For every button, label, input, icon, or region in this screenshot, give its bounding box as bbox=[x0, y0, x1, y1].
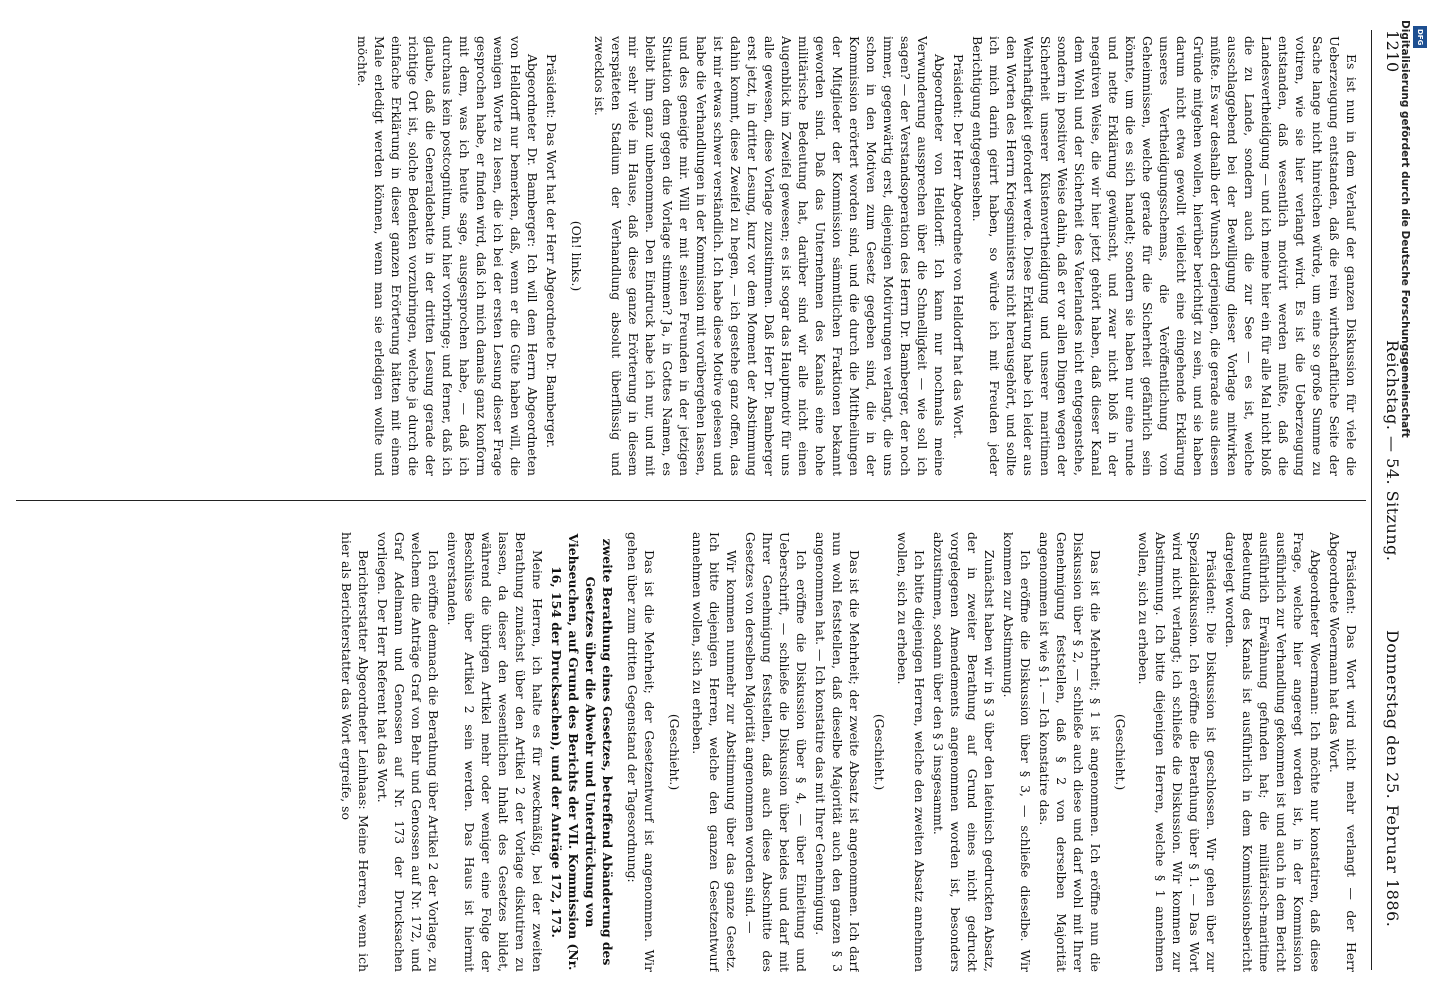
paragraph: Ich bitte diejenigen Herren, welche den zweiten Absatz annehmen wollen, sich zu erheben. bbox=[895, 532, 927, 972]
column-divider bbox=[16, 500, 1366, 501]
paragraph: Meine Herren, ich halte es für zweckmäßig, bei der zweiten Berathung zunächst über den Artikel 2 der Vorlage diskutiren zu lassen, da dieser den wesentlichen Inhalt des Gesetzes bildet, während die übrigen Artikel mehr oder weniger eine Folge der Beschlüsse über Artikel 2 sein werden. Das Haus ist hiermit einverstanden. bbox=[445, 532, 545, 972]
paragraph: Präsident: Der Herr Abgeordnete von Helldorff hat das Wort. bbox=[951, 54, 966, 439]
paragraph: Berichterstatter Abgeordneter Leinhaas: Meine Herren, wenn ich hier als Berichterstatter das Wort ergreife, so bbox=[339, 532, 371, 972]
digitization-credit-text: Digitalisierung gefördert durch die Deutsche Forschungsgemeinschaft bbox=[1399, 20, 1411, 438]
header-divider bbox=[1371, 30, 1372, 970]
paragraph: Ich eröffne die Diskussion über § 3, — schließe dieselbe. Wir kommen zur Abstimmung. bbox=[1001, 532, 1033, 972]
agenda-heading: zweite Berathung eines Gesetzes, betreffend Abänderung des Gesetzes über die Abwehr und Unterdrückung von Viehseuchen, auf Grund des Berichts der VII. Kommission (Nr. 16, 154 der Drucksachen), und der Anträge 172, 173. bbox=[549, 533, 615, 971]
dfg-logo-badge: DFG bbox=[1413, 26, 1427, 48]
paragraph: Präsident: Das Wort hat der Herr Abgeordnete Dr. Bamberger. bbox=[544, 54, 559, 449]
paragraph: Das ist die Mehrheit; der zweite Absatz ist angenommen. Ich darf nun wohl feststellen, daß dieselbe Majorität auch den ganzen § 3 angenommen hat. — Ich konstatire das mit Ihrer Genehmigung. bbox=[813, 532, 862, 972]
paragraph: Es ist nun in dem Verlauf der ganzen Diskussion für viele die Ueberzeugung entstanden, daß die rein wirthschaftliche Seite der Sache lange nicht hinreichen würde, um eine so große Summe zu votiren, wie sie hier verlangt wird. Es ist die Ueberzeugung entstanden, daß wesentlich motivirt werden müßte, daß die Landesvertheidigung — und ich meine hier ein für alle Mal nicht bloß die zu Lande, sondern auch die zur See — es ist, welche ausschlaggebend bei der Bewilligung dieser Vorlage mitwirken müßte. Es war deshalb der Wunsch derjenigen, die gerade aus diesen Gründe mitgehen wollen, hierüber berichtigt zu sein, und sie haben darum nicht etwa gewollt vielleicht eine eingehende Erklärung unseres Vertheidigungsschemas, die Veröffentlichung von Geheimnissen, welche gerade für die Sicherheit gefährlich sein könnte, um die es sich handelt; sondern sie haben nur eine runde und nette Erklärung gewünscht, und zwar nicht bloß in der negativen Weise, die wir hier jetzt gehört haben, daß dieser Kanal dem Wohl und der Sicherheit des Vaterlandes nicht entgegenstehe, sondern in positiver Weise dahin, daß er vor allen Dingen wegen der Sicherheit unserer Küstenvertheidigung und unserer maritimen Wehrhaftigkeit gefordert werde. Diese Erklärung habe ich leider aus den Worten des Herrn Kriegsministers nicht herausgehört, und sollte ich mich darin geirrt haben, so würde ich mit Freuden jeder Berichtigung entgegensehen. bbox=[970, 36, 1359, 476]
paragraph: Das ist die Mehrheit; der Gesetzentwurf ist angenommen. Wir gehen über zum dritten Gegenstand der Tagesordnung: bbox=[625, 532, 657, 972]
paragraph: Abgeordneter Dr. Bamberger: Ich will dem Herrn Abgeordneten von Helldorff nur bemerken, daß, wenn er die Güte haben will, die wenigen Worte zu lesen, die ich bei der ersten Lesung dieser Frage gesprochen habe, er finden wird, daß ich mich damals ganz konform mit dem, was ich heute sage, ausgesprochen habe, — daß ich durchaus kein postcognitum, und hier vorbringe; und ferner, daß ich glaube, daß die Generaldebatte in der dritten Lesung gerade der richtige Ort ist, solche Bedenken vorzubringen, welche ja durch die einfache Erklärung in dieser ganzen Erörterung hätten mit einem Male erledigt werden können, wenn man sie erledigen wollte und möchte. bbox=[355, 36, 540, 476]
paragraph: Ich eröffne die Diskussion über § 4, — über Einleitung und Ueberschrift, — schließe die Diskussion über beides und darf mit Ihrer Genehmigung feststellen, daß auch diese Abschnitte des Gesetzes von derselben Majorität angenommen worden sind. — bbox=[743, 532, 809, 972]
paragraph: Abgeordneter von Helldorff: Ich kann nur nochmals meine Verwunderung aussprechen über die Schnelligkeit — wie soll ich sagen? — der Verstandsoperation des Herrn Dr. Bamberger, der noch immer, gegenwärtig erst, diejenigen Motivirungen verlangt, die uns schon in den Motiven zum Gesetz gegeben sind, die in der Kommission erörtert worden sind, und die durch die Mittheilungen der Mitglieder der Kommission sämmtlichen Fraktionen bekannt geworden sind. Daß das Unternehmen des Kanals eine hohe militärische Bedeutung hat, darüber sind wir alle nicht einen Augenblick im Zweifel gewesen; es ist sogar das Hauptmotiv für uns alle gewesen, diese Vorlage zuzustimmen. Daß Herr Dr. Bamberger erst jetzt, in dritter Lesung, kurz vor dem Moment der Abstimmung dahin kommt, diese Zweifel zu hegen, — ich gestehe ganz offen, das ist mir etwas schwer verständlich. Ich habe diese Motive gelesen und habe die Verhandlungen in der Kommission mit vorübergehen lassen, und des geneigte mir. Will er mit seinen Freunden in der jetzigen Situation dem gegen die Vorlage stimmen? Ja, in Gottes Namen, es bleibt ihm ganz unbenommen. Den Eindruck habe ich nur, und mit mir sehr viele im Hause, daß diese ganze Erörterung in diesem verspäteten Stadium der Verhandlung absolut überflüssig und zwecklos ist. bbox=[592, 36, 947, 476]
paragraph: Abgeordneter Woermann: Ich möchte nur konstatiren, daß diese Frage, welche hier angeregt worden ist, in der Kommission ausführlich zur Verhandlung gekommen ist und auch in dem Bericht ausführlich Erwähnung gefunden hat; die militärisch-maritime Bedeutung des Kanals ist ausführlich in dem Kommissionsbericht dargelegt worden. bbox=[1223, 532, 1323, 972]
right-column bbox=[20, 532, 1360, 972]
paragraph: Zunächst haben wir in § 3 über den lateinisch gedruckten Absatz, der in zweiter Berathung auf Grund eines nicht gedruckt vorgelegenen Amendements angenommen worden ist, besonders abzustimmen, sodann über den § 3 insgesammt. bbox=[931, 532, 997, 972]
session-title: Reichstag. — 54. Sitzung. bbox=[1383, 340, 1402, 562]
paragraph: Präsident: Das Wort wird nicht mehr verlangt — der Herr Abgeordnete Woermann hat das Wort. bbox=[1327, 532, 1359, 972]
stage-direction: (Oh! links.) bbox=[569, 220, 584, 292]
paragraph: Wir kommen nunmehr zur Abstimmung über das ganze Gesetz. Ich bitte diejenigen Herren, welche den ganzen Gesetzentwurf annehmen wollen, sich zu erheben. bbox=[690, 532, 739, 972]
paragraph: Präsident: Die Diskussion ist geschlossen. Wir gehen über zur Spezialdiskussion. Ich eröffne die Berathung über § 1. — Das Wort wird nicht verlangt; ich schließe die Diskussion. Wir kommen zur Abstimmung. Ich bitte diejenigen Herren, welche § 1 annehmen wollen, sich zu erheben. bbox=[1136, 532, 1219, 972]
session-date: Donnerstag den 25. Februar 1886. bbox=[1383, 630, 1402, 928]
stage-direction: (Geschieht.) bbox=[1113, 713, 1128, 791]
stage-direction: (Geschieht.) bbox=[872, 713, 887, 791]
paragraph: Das ist die Mehrheit; § 1 ist angenommen. Ich eröffne nun die Diskussion über § 2, — schließe auch diese und darf wohl mit Ihrer Genehmigung feststellen, daß § 2 von derselben Majorität angenommen ist wie § 1. — Ich konstatire das. bbox=[1037, 532, 1103, 972]
paragraph: Ich eröffne demnach die Berathung über Artikel 2 der Vorlage, zu welchem die Anträge Graf von Behr und Genossen auf Nr. 172, und Graf Adelmann und Genossen auf Nr. 173 der Drucksachen vorliegen. Der Herr Referent hat das Wort. bbox=[375, 532, 441, 972]
left-column bbox=[20, 36, 1360, 476]
stage-direction: (Geschieht.) bbox=[667, 713, 682, 791]
page-number: 1210 bbox=[1383, 30, 1402, 73]
